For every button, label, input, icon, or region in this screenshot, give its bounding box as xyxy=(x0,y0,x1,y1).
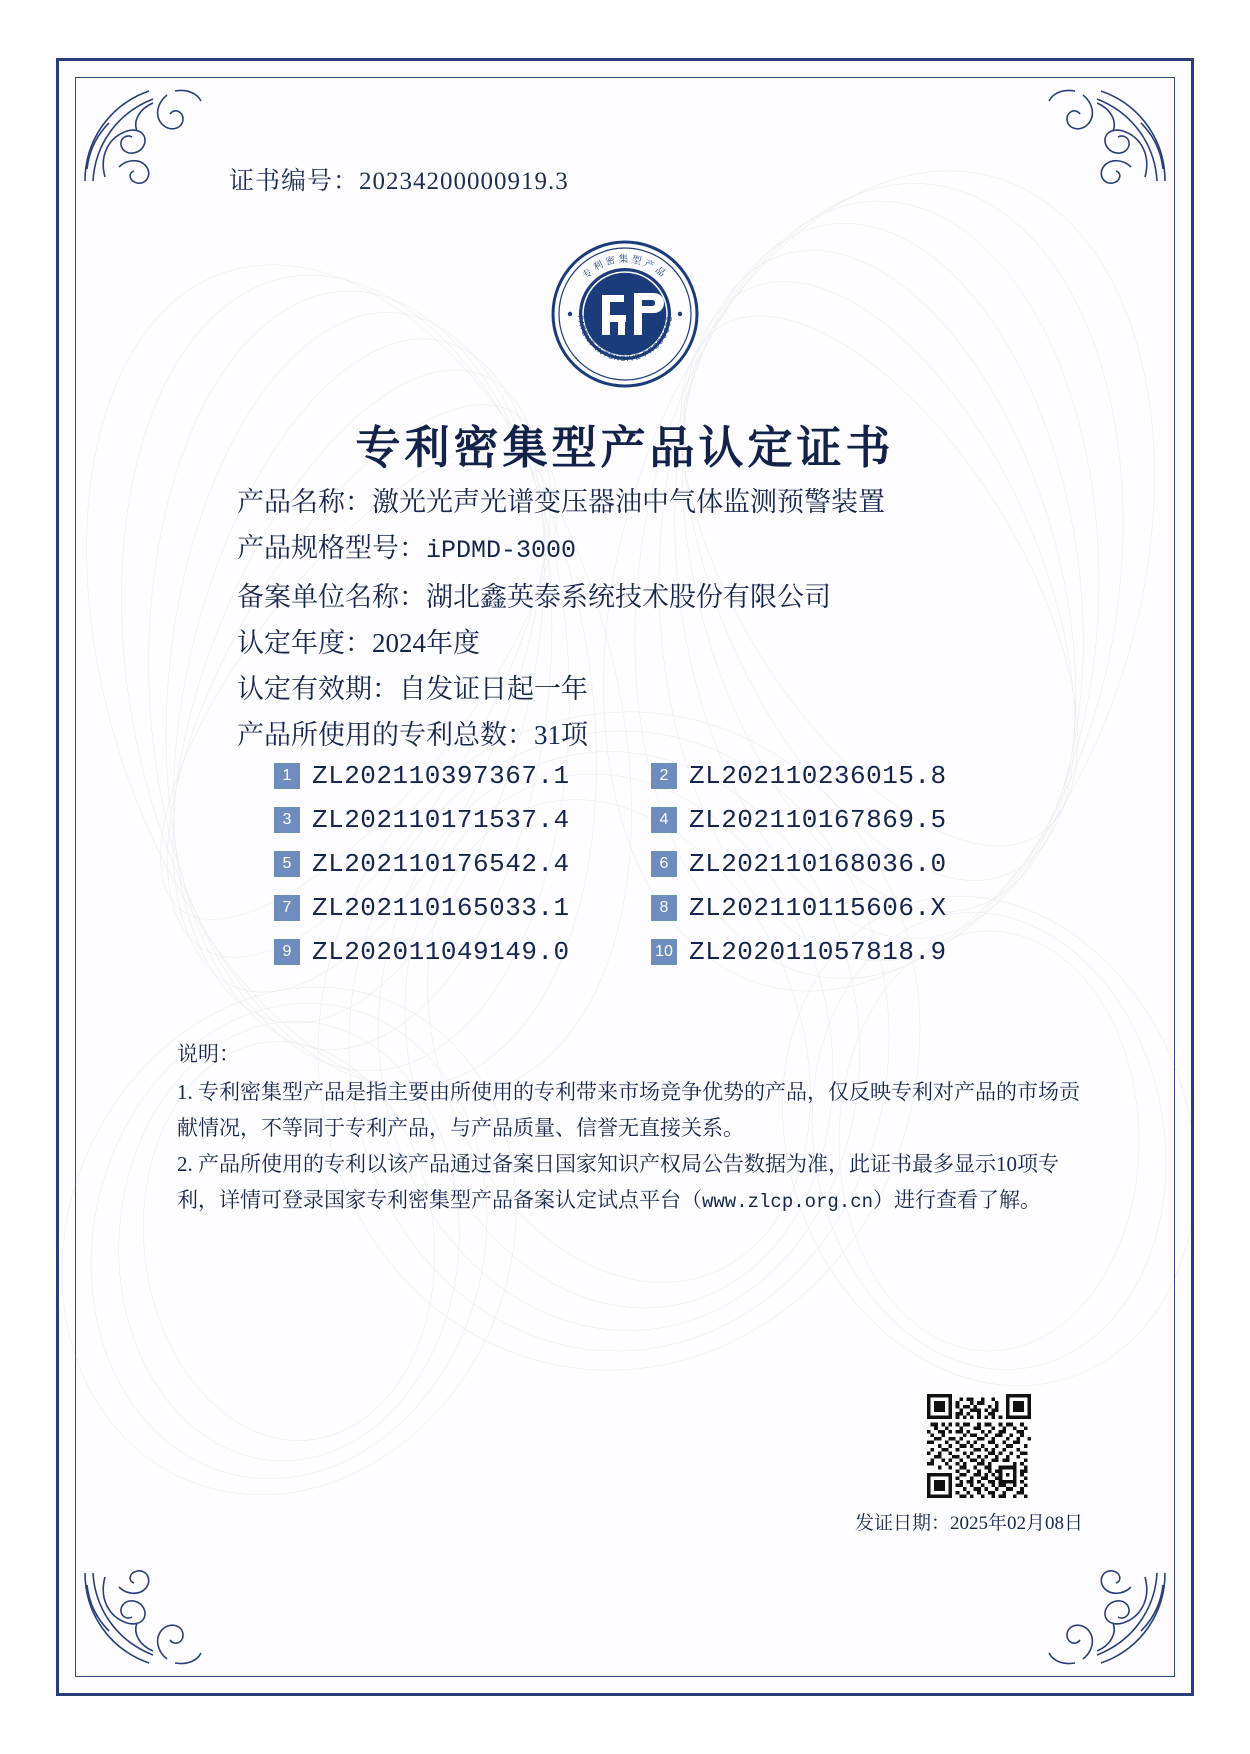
note-item-2-part2: ）进行查看了解。 xyxy=(873,1188,1042,1212)
svg-text:专利密集型产品: 专利密集型产品 xyxy=(581,255,669,282)
list-item xyxy=(274,849,617,879)
field-label: 产品规格型号： xyxy=(237,533,426,563)
field-label: 认定有效期： xyxy=(237,674,399,704)
field-value: 31项 xyxy=(534,720,588,750)
patent-number: ZL202110397367.1 xyxy=(312,761,570,791)
list-item xyxy=(274,805,617,835)
list-item xyxy=(274,937,617,967)
patent-seal-icon xyxy=(550,239,700,389)
field-validity-period xyxy=(237,666,1091,712)
patent-index-badge: 4 xyxy=(651,807,677,833)
certificate-number xyxy=(229,161,569,197)
seal-emblem xyxy=(59,239,1191,389)
patent-number: ZL202011057818.9 xyxy=(689,937,947,967)
patent-number: ZL202110165033.1 xyxy=(312,893,570,923)
field-company-name xyxy=(237,574,1091,620)
patent-index-badge: 9 xyxy=(274,939,300,965)
note-item-2-part1: 2. 产品所使用的专利以该产品通过备案日国家知识产权局公告数据为准，此证书最多显示10项专利，详情可登录国家专利密集型产品备案认定试点平台（ xyxy=(177,1152,1059,1212)
field-product-name xyxy=(237,479,1091,525)
patent-number: ZL202110236015.8 xyxy=(689,761,947,791)
patent-index-badge: 1 xyxy=(274,763,300,789)
list-item xyxy=(651,849,994,879)
patent-index-badge: 6 xyxy=(651,851,677,877)
patent-index-badge: 2 xyxy=(651,763,677,789)
list-item xyxy=(651,805,994,835)
patent-index-badge: 3 xyxy=(274,807,300,833)
list-item xyxy=(274,761,617,791)
patent-index-badge: 10 xyxy=(651,939,677,965)
patent-number: ZL202110168036.0 xyxy=(689,849,947,879)
page-title: 专利密集型产品认定证书 xyxy=(355,423,895,473)
note-item-1: 1. 专利密集型产品是指主要由所使用的专利带来市场竞争优势的产品，仅反映专利对产品的市场贡献情况，不等同于专利产品，与产品质量、信誉无直接关系。 xyxy=(177,1080,1080,1140)
issue-date xyxy=(855,1508,1083,1535)
note-item-2 xyxy=(177,1146,1087,1220)
patent-number: ZL202110115606.X xyxy=(689,893,947,923)
certificate-content xyxy=(59,61,1191,1693)
notes-title: 说明： xyxy=(177,1042,240,1066)
field-value: 湖北鑫英泰系统技术股份有限公司 xyxy=(426,582,831,612)
patent-index-badge: 5 xyxy=(274,851,300,877)
list-item xyxy=(651,761,994,791)
patent-number: ZL202110167869.5 xyxy=(689,805,947,835)
field-label: 产品所使用的专利总数： xyxy=(237,720,534,750)
issue-date-label: 发证日期： xyxy=(854,1513,950,1534)
certificate-number-label: 证书编号： xyxy=(229,168,360,195)
field-value: 激光光声光谱变压器油中气体监测预警装置 xyxy=(372,487,885,517)
patent-number: ZL202110176542.4 xyxy=(312,849,570,879)
field-label: 产品名称： xyxy=(237,487,372,517)
field-value: 2024年度 xyxy=(372,628,480,658)
patent-index-badge: 8 xyxy=(651,895,677,921)
certificate-number-value: 20234200000919.3 xyxy=(359,168,569,195)
platform-url[interactable]: www.zlcp.org.cn xyxy=(702,1191,874,1213)
issue-date-value: 2025年02月08日 xyxy=(949,1513,1083,1534)
field-product-model xyxy=(237,525,1091,574)
notes-section xyxy=(177,1036,1087,1220)
field-value: iPDMD-3000 xyxy=(426,536,577,565)
list-item xyxy=(274,893,617,923)
qr-code[interactable] xyxy=(927,1394,1031,1498)
list-item xyxy=(651,893,994,923)
field-patent-count xyxy=(237,712,1091,758)
patent-list xyxy=(274,761,994,967)
certificate-fields xyxy=(237,479,1091,758)
list-item xyxy=(651,937,994,967)
field-value: 自发证日起一年 xyxy=(399,674,588,704)
field-certification-year xyxy=(237,620,1091,666)
patent-number: ZL202011049149.0 xyxy=(312,937,570,967)
certificate-frame xyxy=(56,58,1194,1696)
svg-text:PATENT INTENSIVE PRODUCTS: PATENT INTENSIVE PRODUCTS xyxy=(575,314,675,364)
patent-index-badge: 7 xyxy=(274,895,300,921)
field-label: 认定年度： xyxy=(237,628,372,658)
field-label: 备案单位名称： xyxy=(237,582,426,612)
patent-number: ZL202110171537.4 xyxy=(312,805,570,835)
